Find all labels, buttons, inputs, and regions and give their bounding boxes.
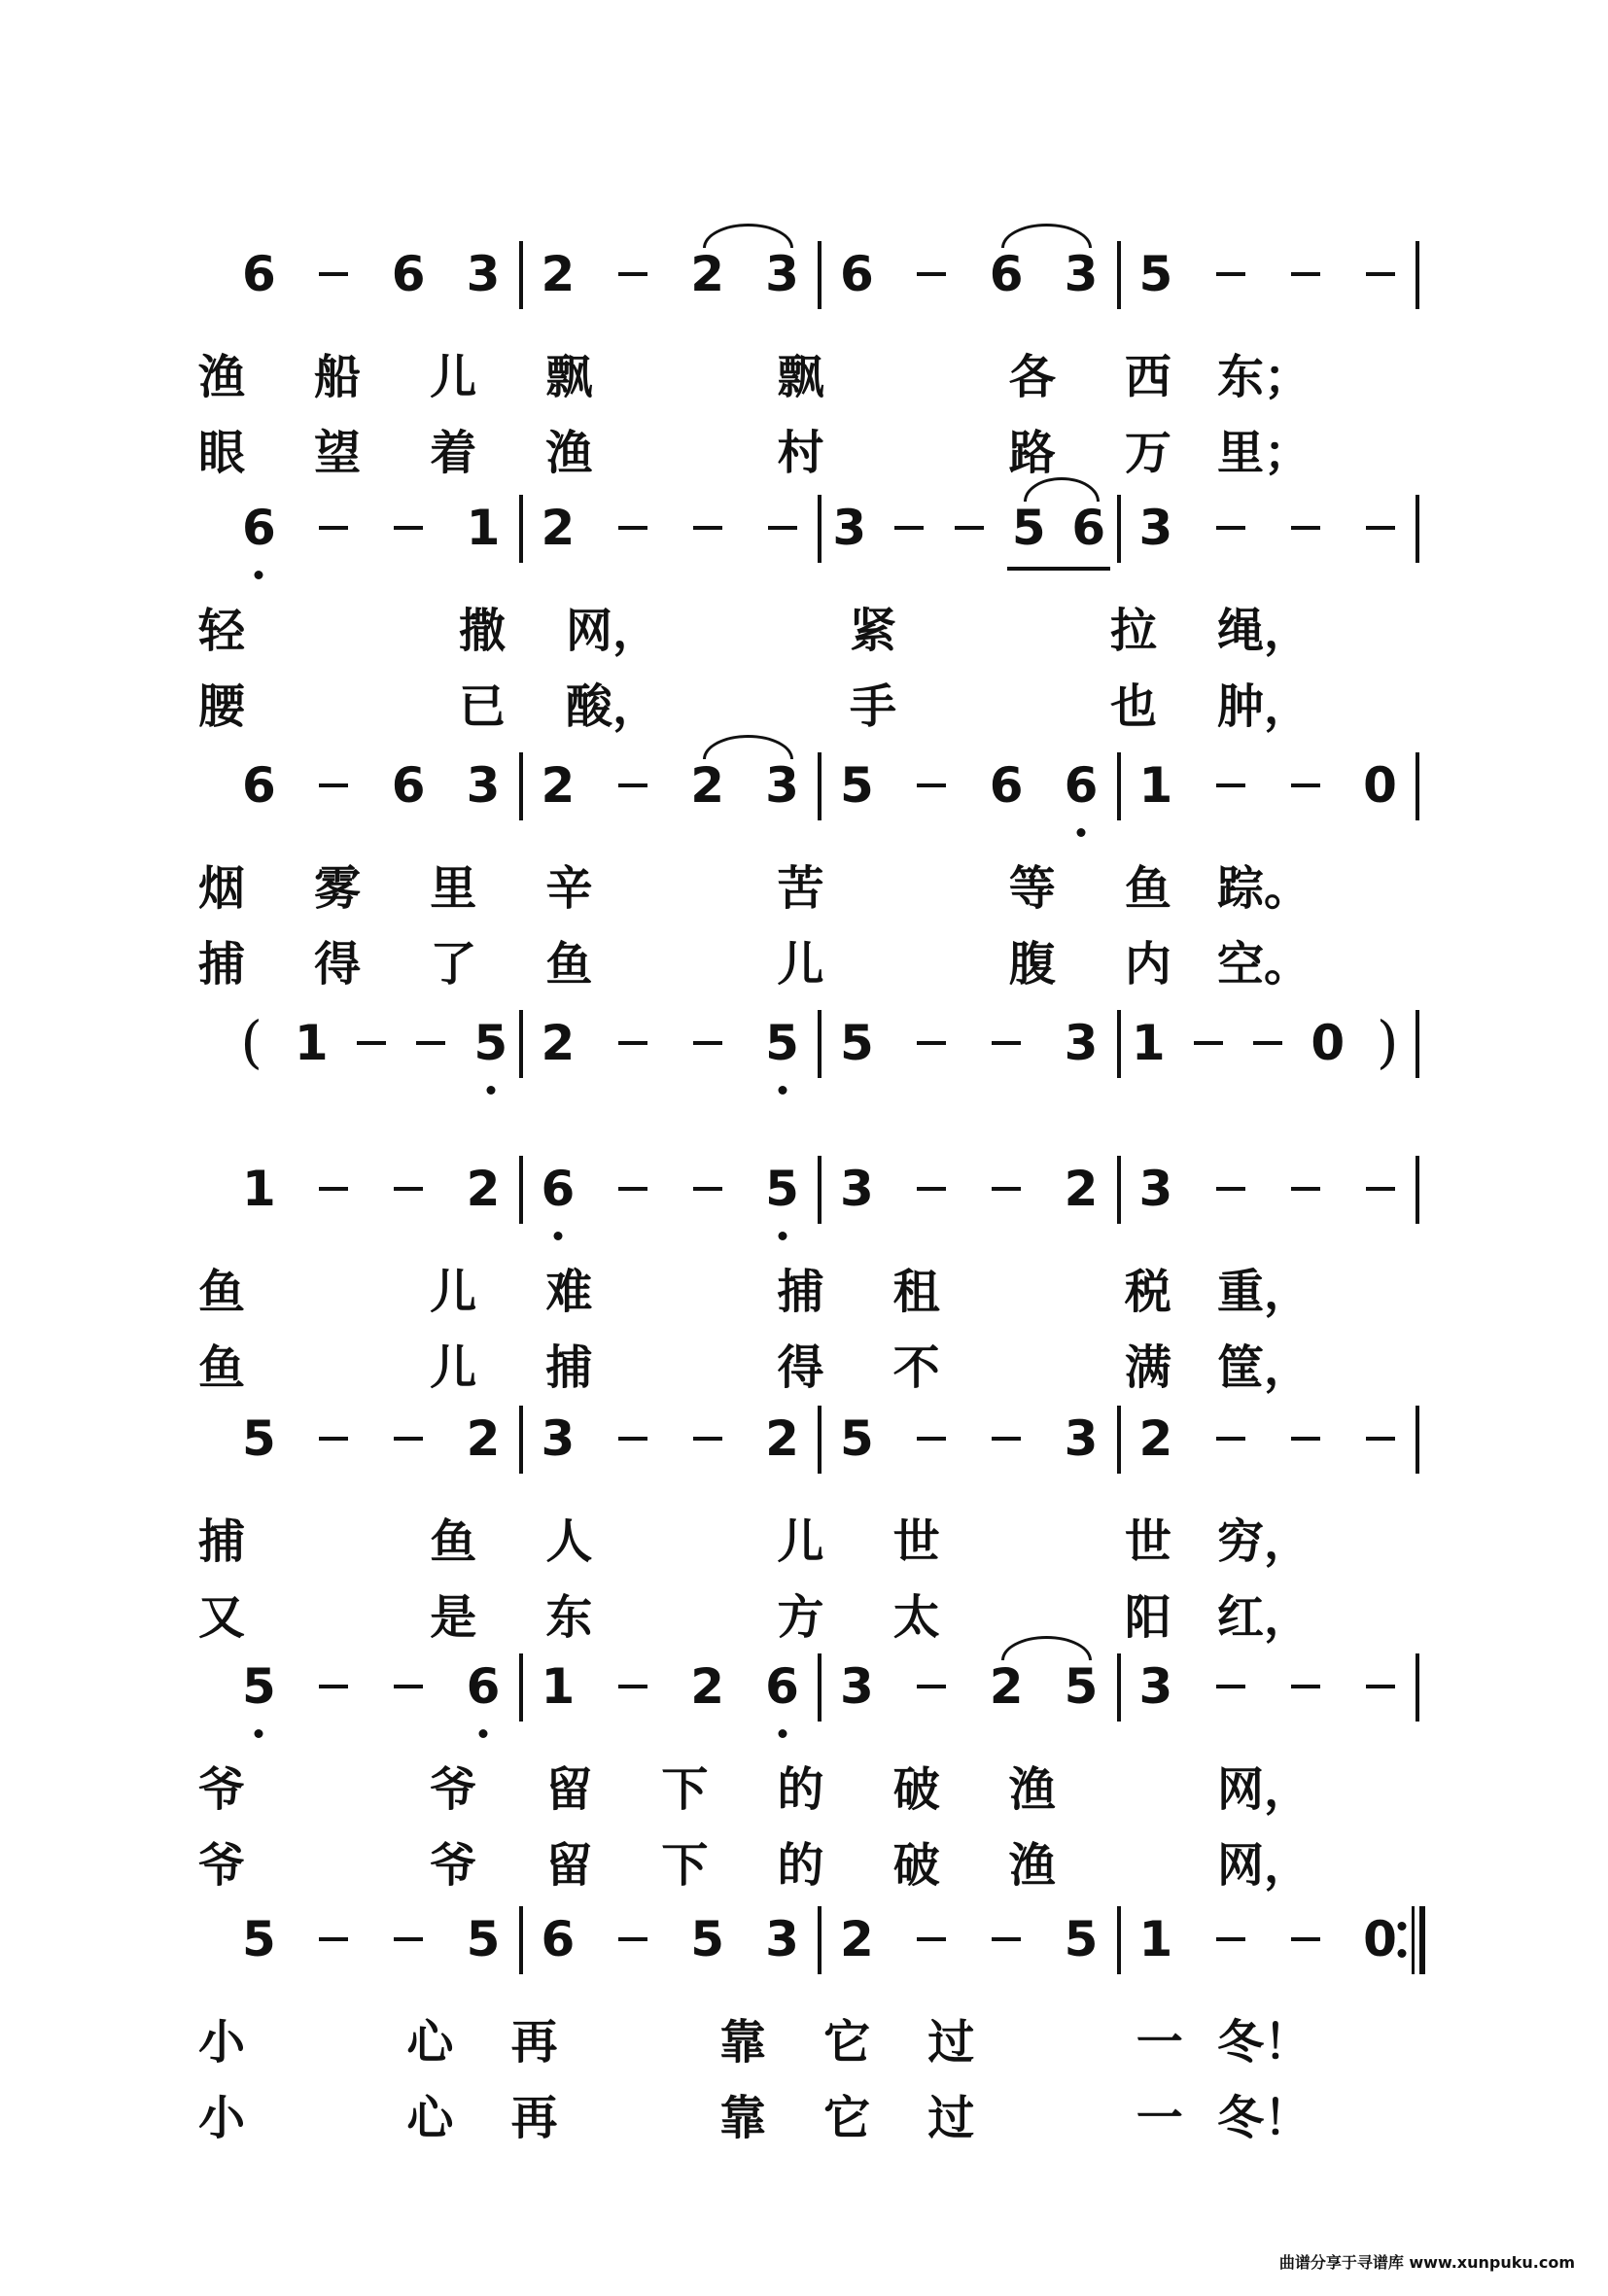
note-digit: 6 (541, 1911, 576, 1967)
lyric-char: 世 (892, 1514, 940, 1569)
barline (1416, 1406, 1419, 1474)
duration-dash (955, 526, 984, 530)
lyric-char: 网， (1216, 1838, 1311, 1893)
lyric-char: 腹 (1008, 937, 1056, 991)
note-digit: 3 (765, 757, 799, 814)
lyric-char: 人 (545, 1514, 593, 1569)
lyric-char: 冬！ (1216, 2091, 1311, 2145)
lyric-char: 绳， (1216, 604, 1311, 658)
note-digit: 5 (242, 1911, 276, 1967)
note-digit: 3 (1138, 1161, 1173, 1217)
lyric-char: 心 (406, 2015, 454, 2070)
note-digit: 6 (391, 246, 426, 302)
note-digit: 6 (242, 246, 276, 302)
duration-dash (693, 1437, 722, 1441)
lyric-char: 村 (777, 426, 824, 480)
lyric-char: 鱼 (197, 1265, 246, 1319)
note-digit: 5 (1138, 246, 1173, 302)
note-digit: 5 (840, 1410, 874, 1467)
duration-dash (319, 1937, 348, 1941)
barline (818, 1406, 821, 1474)
lyric-char: 爷 (197, 1762, 246, 1817)
note-digit: 6 (391, 757, 426, 814)
lyric-char: 是 (430, 1590, 477, 1645)
note-digit: 6 (1064, 757, 1099, 814)
slur-arc (1024, 477, 1100, 502)
barline (519, 1406, 523, 1474)
duration-dash (394, 1187, 423, 1191)
note-digit: 3 (541, 1410, 576, 1467)
duration-dash (1216, 1437, 1245, 1441)
lyric-char: 再 (510, 2091, 558, 2145)
lyric-char: 里； (1216, 426, 1311, 480)
lyric-char: 儿 (430, 1340, 477, 1395)
lyric-char: 内 (1124, 937, 1171, 991)
duration-dash (618, 272, 647, 276)
lyric-char: 租 (892, 1265, 940, 1319)
duration-dash (618, 526, 647, 530)
lyric-char: 雾 (314, 861, 362, 916)
lyric-char: 腰 (197, 679, 246, 734)
notation-line (0, 1910, 1608, 2007)
lyric-char: 筐， (1216, 1340, 1311, 1395)
lyric-char: 酸， (565, 679, 660, 734)
duration-dash (992, 1041, 1021, 1045)
parenthesis: ) (1376, 1009, 1399, 1075)
note-digit: 2 (690, 246, 725, 302)
duration-dash (917, 1187, 946, 1191)
duration-dash (917, 1937, 946, 1941)
note-digit: 2 (1138, 1410, 1173, 1467)
note-digit: 6 (1071, 500, 1106, 556)
lyric-char: 拉 (1109, 604, 1158, 658)
low-octave-dot (486, 1086, 495, 1095)
barline (818, 1653, 821, 1722)
note-digit: 6 (989, 757, 1024, 814)
lyric-char: 里 (430, 861, 477, 916)
duration-dash (1291, 1187, 1320, 1191)
note-digit: 1 (1131, 1015, 1166, 1071)
lyric-char: 渔 (1008, 1838, 1056, 1893)
note-digit: 5 (473, 1015, 508, 1071)
duration-dash (1216, 1937, 1245, 1941)
note-digit: 5 (765, 1161, 799, 1217)
lyric-char: 它 (823, 2091, 871, 2145)
note-digit: 6 (242, 757, 276, 814)
barline (1117, 241, 1121, 309)
lyric-char: 紧 (849, 604, 897, 658)
duration-dash (1291, 1937, 1320, 1941)
note-digit: 2 (466, 1161, 501, 1217)
note-digit: 2 (541, 1015, 576, 1071)
slur-arc (1001, 1636, 1092, 1660)
lyric-char: 鱼 (430, 1514, 477, 1569)
lyric-char: 一 (1136, 2091, 1183, 2145)
lyric-char: 税 (1124, 1265, 1171, 1319)
lyric-char: 苦 (777, 861, 824, 916)
duration-dash (768, 526, 797, 530)
duration-dash (1366, 1685, 1395, 1688)
lyric-char: 网， (565, 604, 660, 658)
duration-dash (1216, 1685, 1245, 1688)
notation-line (0, 1657, 1608, 1755)
duration-dash (917, 1041, 946, 1045)
lyric-char: 捕 (777, 1265, 824, 1319)
barline (1117, 495, 1121, 563)
repeat-dot (1398, 1949, 1407, 1958)
note-digit: 3 (1138, 1658, 1173, 1715)
lyric-char: 不 (892, 1340, 940, 1395)
duration-dash (1291, 526, 1320, 530)
note-digit: 6 (466, 1658, 501, 1715)
lyric-char: 西 (1124, 350, 1171, 404)
note-digit: 1 (541, 1658, 576, 1715)
lyric-char: 渔 (545, 426, 593, 480)
note-digit: 3 (1064, 1015, 1099, 1071)
lyric-char: 再 (510, 2015, 558, 2070)
note-digit: 1 (1138, 1911, 1173, 1967)
lyric-char: 下 (661, 1762, 709, 1817)
lyric-char: 穷， (1216, 1514, 1311, 1569)
notation-line (0, 499, 1608, 596)
low-octave-dot (1077, 828, 1086, 837)
lyric-char: 撒 (458, 604, 507, 658)
low-octave-dot (479, 1729, 488, 1738)
lyric-char: 阳 (1124, 1590, 1171, 1645)
lyric-char: 过 (927, 2015, 975, 2070)
slur-arc (703, 224, 793, 248)
note-digit: 5 (765, 1015, 799, 1071)
note-digit: 2 (541, 757, 576, 814)
note-digit: 5 (690, 1911, 725, 1967)
note-digit: 3 (765, 1911, 799, 1967)
lyric-char: 太 (892, 1590, 940, 1645)
lyric-char: 了 (430, 937, 477, 991)
note-digit: 5 (242, 1410, 276, 1467)
barline (1416, 241, 1419, 309)
notation-line (0, 756, 1608, 853)
duration-dash (1216, 783, 1245, 787)
note-digit: 3 (1138, 500, 1173, 556)
duration-dash (1366, 1437, 1395, 1441)
note-digit: 3 (832, 500, 867, 556)
note-digit: 3 (466, 246, 501, 302)
lyric-char: 过 (927, 2091, 975, 2145)
barline (818, 1156, 821, 1224)
note-digit: 6 (242, 500, 276, 556)
lyric-char: 鱼 (197, 1340, 246, 1395)
slur-arc (1001, 224, 1092, 248)
lyric-char: 儿 (777, 937, 824, 991)
note-digit: 2 (690, 757, 725, 814)
duration-dash (1194, 1041, 1223, 1045)
duration-dash (1216, 1187, 1245, 1191)
barline (519, 495, 523, 563)
barline (818, 1906, 821, 1974)
duration-dash (319, 783, 348, 787)
barline (1416, 752, 1419, 820)
lyric-char: 儿 (430, 350, 477, 404)
note-digit: 5 (1064, 1658, 1099, 1715)
barline (519, 1156, 523, 1224)
lyric-char: 望 (314, 426, 362, 480)
repeat-dot (1398, 1922, 1407, 1931)
barline (519, 241, 523, 309)
lyric-char: 破 (892, 1838, 940, 1893)
duration-dash (917, 783, 946, 787)
duration-dash (992, 1187, 1021, 1191)
lyric-char: 等 (1008, 861, 1056, 916)
lyric-char: 它 (823, 2015, 871, 2070)
duration-dash (319, 1437, 348, 1441)
lyric-char: 儿 (430, 1265, 477, 1319)
duration-dash (394, 526, 423, 530)
note-digit: 1 (242, 1161, 276, 1217)
barline (1117, 1906, 1121, 1974)
lyric-char: 万 (1124, 426, 1171, 480)
lyric-char: 各 (1008, 350, 1056, 404)
lyric-char: 网， (1216, 1762, 1311, 1817)
note-digit: 3 (466, 757, 501, 814)
note-digit: 3 (765, 246, 799, 302)
note-digit: 2 (765, 1410, 799, 1467)
barline (519, 1653, 523, 1722)
lyric-char: 飘 (545, 350, 593, 404)
duration-dash (618, 1685, 647, 1688)
barline (1117, 1653, 1121, 1722)
lyric-char: 留 (545, 1838, 593, 1893)
duration-dash (693, 526, 722, 530)
note-digit: 1 (294, 1015, 329, 1071)
duration-dash (992, 1437, 1021, 1441)
duration-dash (1291, 272, 1320, 276)
slur-arc (703, 735, 793, 759)
note-digit: 2 (840, 1911, 874, 1967)
lyric-char: 着 (430, 426, 477, 480)
lyric-char: 靠 (718, 2015, 767, 2070)
duration-dash (618, 1937, 647, 1941)
low-octave-dot (255, 1729, 263, 1738)
duration-dash (618, 783, 647, 787)
duration-dash (1291, 1437, 1320, 1441)
lyric-char: 路 (1008, 426, 1056, 480)
duration-dash (416, 1041, 445, 1045)
lyric-char: 捕 (545, 1340, 593, 1395)
duration-dash (917, 1685, 946, 1688)
duration-dash (319, 1685, 348, 1688)
barline (1117, 1156, 1121, 1224)
note-digit: 6 (765, 1658, 799, 1715)
duration-dash (917, 272, 946, 276)
lyric-char: 爷 (430, 1762, 477, 1817)
lyric-char: 得 (314, 937, 362, 991)
note-digit: 0 (1311, 1015, 1346, 1071)
lyric-char: 捕 (197, 937, 246, 991)
barline (1416, 1653, 1419, 1722)
duration-dash (618, 1437, 647, 1441)
duration-dash (693, 1187, 722, 1191)
lyric-char: 也 (1109, 679, 1158, 734)
duration-dash (1366, 1187, 1395, 1191)
duration-dash (1216, 272, 1245, 276)
lyric-char: 烟 (197, 861, 246, 916)
note-digit: 6 (840, 246, 874, 302)
lyric-char: 破 (892, 1762, 940, 1817)
notation-line (0, 1009, 1608, 1111)
note-digit: 5 (840, 1015, 874, 1071)
lyric-char: 的 (777, 1838, 824, 1893)
barline (1416, 1010, 1419, 1078)
barline (818, 495, 821, 563)
lyric-char: 方 (777, 1590, 824, 1645)
parenthesis: ( (240, 1009, 263, 1075)
duration-dash (1366, 526, 1395, 530)
lyric-char: 心 (406, 2091, 454, 2145)
lyric-char: 冬！ (1216, 2015, 1311, 2070)
lyric-char: 东； (1216, 350, 1311, 404)
duration-dash (1216, 526, 1245, 530)
barline (1416, 1156, 1419, 1224)
lyric-char: 红， (1216, 1590, 1311, 1645)
low-octave-dot (778, 1232, 787, 1240)
lyric-char: 鱼 (545, 937, 593, 991)
barline (818, 752, 821, 820)
lyric-char: 辛 (545, 861, 593, 916)
lyric-char: 小 (197, 2015, 246, 2070)
low-octave-dot (553, 1232, 562, 1240)
lyric-char: 船 (314, 350, 362, 404)
duration-dash (319, 526, 348, 530)
duration-dash (992, 1937, 1021, 1941)
duration-dash (894, 526, 924, 530)
note-digit: 5 (1064, 1911, 1099, 1967)
note-digit: 2 (541, 246, 576, 302)
notation-line (0, 245, 1608, 342)
note-digit: 0 (1363, 1911, 1397, 1967)
low-octave-dot (778, 1729, 787, 1738)
note-digit: 0 (1363, 757, 1397, 814)
lyric-char: 飘 (777, 350, 824, 404)
lyric-char: 手 (849, 679, 897, 734)
note-digit: 3 (840, 1658, 874, 1715)
note-digit: 2 (541, 500, 576, 556)
lyric-char: 得 (777, 1340, 824, 1395)
barline (519, 1906, 523, 1974)
note-digit: 2 (989, 1658, 1024, 1715)
duration-dash (618, 1187, 647, 1191)
final-barline (1419, 1906, 1425, 1974)
lyric-char: 东 (545, 1590, 593, 1645)
duration-dash (394, 1437, 423, 1441)
lyric-char: 渔 (197, 350, 246, 404)
duration-dash (319, 1187, 348, 1191)
note-digit: 6 (541, 1161, 576, 1217)
lyric-char: 靠 (718, 2091, 767, 2145)
barline (1117, 1406, 1121, 1474)
lyric-char: 轻 (197, 604, 246, 658)
barline (1117, 752, 1121, 820)
duration-dash (394, 1937, 423, 1941)
duration-dash (618, 1041, 647, 1045)
lyric-char: 满 (1124, 1340, 1171, 1395)
note-digit: 6 (989, 246, 1024, 302)
lyric-char: 难 (545, 1265, 593, 1319)
duration-dash (319, 272, 348, 276)
lyric-char: 鱼 (1124, 861, 1171, 916)
lyric-char: 渔 (1008, 1762, 1056, 1817)
barline (818, 241, 821, 309)
lyric-char: 的 (777, 1762, 824, 1817)
lyric-char: 眼 (197, 426, 246, 480)
lyric-char: 下 (661, 1838, 709, 1893)
lyric-char: 踪。 (1216, 861, 1311, 916)
note-digit: 2 (690, 1658, 725, 1715)
note-digit: 1 (1138, 757, 1173, 814)
lyric-char: 留 (545, 1762, 593, 1817)
barline (1412, 1906, 1415, 1974)
note-digit: 1 (466, 500, 501, 556)
duration-dash (357, 1041, 386, 1045)
eighth-underline (1007, 567, 1110, 571)
notation-line (0, 1409, 1608, 1507)
duration-dash (917, 1437, 946, 1441)
note-digit: 5 (242, 1658, 276, 1715)
barline (519, 1010, 523, 1078)
barline (1117, 1010, 1121, 1078)
lyric-char: 儿 (777, 1514, 824, 1569)
footer-watermark: 曲谱分享于寻谱库 www.xunpuku.com (1278, 2253, 1575, 2272)
barline (1416, 495, 1419, 563)
note-digit: 5 (1011, 500, 1046, 556)
note-digit: 5 (840, 757, 874, 814)
lyric-char: 爷 (430, 1838, 477, 1893)
low-octave-dot (778, 1086, 787, 1095)
note-digit: 3 (840, 1161, 874, 1217)
lyric-char: 世 (1124, 1514, 1171, 1569)
lyric-char: 小 (197, 2091, 246, 2145)
notation-line (0, 1160, 1608, 1257)
note-digit: 5 (466, 1911, 501, 1967)
lyric-char: 肿， (1216, 679, 1311, 734)
lyric-char: 一 (1136, 2015, 1183, 2070)
duration-dash (1253, 1041, 1282, 1045)
low-octave-dot (255, 571, 263, 579)
note-digit: 2 (466, 1410, 501, 1467)
note-digit: 3 (1064, 246, 1099, 302)
lyric-char: 又 (197, 1590, 246, 1645)
duration-dash (693, 1041, 722, 1045)
lyric-char: 已 (458, 679, 507, 734)
lyric-char: 捕 (197, 1514, 246, 1569)
note-digit: 3 (1064, 1410, 1099, 1467)
duration-dash (394, 1685, 423, 1688)
duration-dash (1291, 1685, 1320, 1688)
lyric-char: 爷 (197, 1838, 246, 1893)
lyric-char: 空。 (1216, 937, 1311, 991)
duration-dash (1366, 272, 1395, 276)
barline (519, 752, 523, 820)
barline (818, 1010, 821, 1078)
note-digit: 2 (1064, 1161, 1099, 1217)
lyric-char: 重， (1216, 1265, 1311, 1319)
duration-dash (1291, 783, 1320, 787)
